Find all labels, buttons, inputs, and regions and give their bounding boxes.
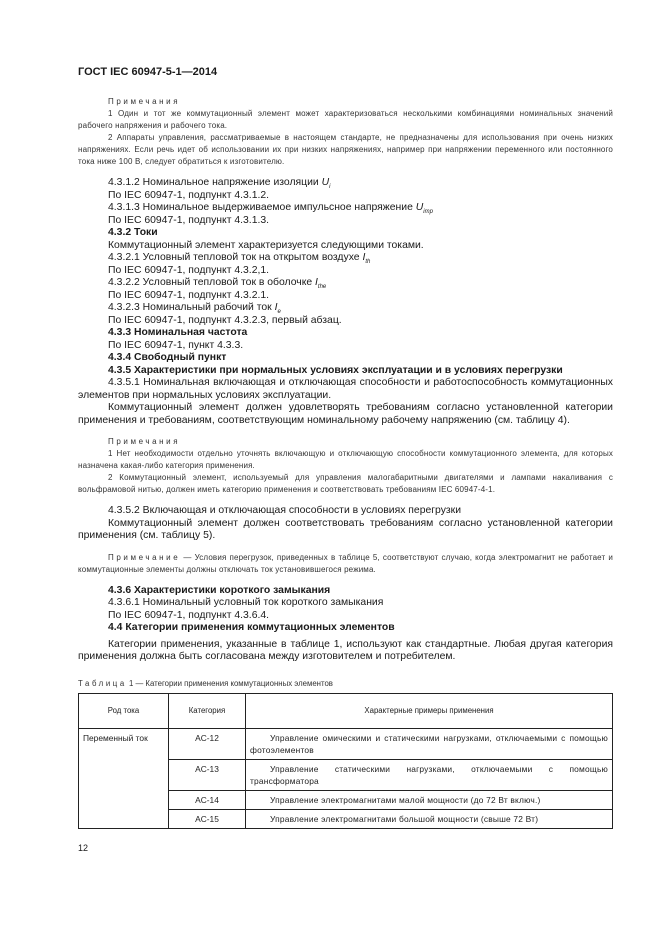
section-heading: 4.3.4 Свободный пункт xyxy=(108,352,227,363)
description-cell: Управление электромагнитами большой мощности (свыше 72 Вт) xyxy=(246,809,613,828)
reference-line: По IEC 60947-1, подпункт 4.3.2,1. xyxy=(108,264,270,276)
column-header: Род тока xyxy=(79,693,169,728)
section-heading: 4.3.3 Номинальная частота xyxy=(108,327,248,338)
table-caption xyxy=(78,678,613,689)
note-label: Примечание xyxy=(108,552,181,562)
reference-line: По IEC 60947-1, подпункт 4.3.2.1. xyxy=(108,289,270,301)
note-item: 2 Аппараты управления, рассматриваемые в настоящем стандарте, не предназначены для использования при очень низких напряжениях. Если речь идет об использовании их при низких напряжениях, например при напряжении переменного или постоянного тока ниже 100 В, следует обратиться к изготовителю. xyxy=(78,133,613,166)
table-row xyxy=(79,728,613,759)
current-type-cell: Переменный ток xyxy=(79,728,169,828)
symbol: U xyxy=(415,202,424,213)
description-cell: Управление электромагнитами малой мощности (до 72 Вт включ.) xyxy=(246,790,613,809)
symbol-subscript: e xyxy=(277,309,281,316)
symbol-subscript: imp xyxy=(423,209,433,216)
section-heading: 4.4 Категории применения коммутационных элементов xyxy=(108,622,395,633)
category-cell: AC-13 xyxy=(169,759,246,790)
clause-heading: 4.3.1.3 Номинальное выдерживаемое импульсное напряжение xyxy=(108,202,416,213)
reference-line: По IEC 60947-1, подпункт 4.3.2.3, первый абзац. xyxy=(108,314,342,326)
body-paragraph: 4.3.5.1 Номинальная включающая и отключающая способности и работоспособность коммутационных элементов при нормальных условиях эксплуатации. xyxy=(78,377,613,401)
section-heading: 4.3.5 Характеристики при нормальных условиях эксплуатации и в условиях перегрузки xyxy=(108,364,563,376)
column-header: Характерные примеры применения xyxy=(246,693,613,728)
body-line: Коммутационный элемент характеризуется следующими токами. xyxy=(108,239,424,251)
section-heading: 4.3.2 Токи xyxy=(108,227,158,238)
clause-heading: 4.3.2.1 Условный тепловой ток на открытом воздухе xyxy=(108,252,363,263)
document-header: ГОСТ IEC 60947-5-1—2014 xyxy=(78,66,218,78)
notes-block-2 xyxy=(78,436,613,496)
category-cell: AC-14 xyxy=(169,790,246,809)
page-number: 12 xyxy=(78,842,89,853)
section-4-3-6 xyxy=(78,585,613,635)
notes-title: Примечания xyxy=(108,97,181,106)
reference-line: По IEC 60947-1, подпункт 4.3.1.3. xyxy=(108,214,270,226)
reference-line: По IEC 60947-1, пункт 4.3.3. xyxy=(108,339,244,351)
symbol-subscript: i xyxy=(329,184,331,191)
symbol-subscript: the xyxy=(317,284,327,291)
clause-heading: 4.3.6.1 Номинальный условный ток короткого замыкания xyxy=(108,597,384,608)
caption-label: Таблица xyxy=(78,678,127,688)
clause-heading: 4.3.5.2 Включающая и отключающая способности в условиях перегрузки xyxy=(108,505,462,516)
section-4-3-5-2 xyxy=(78,505,613,543)
categories-table xyxy=(78,693,613,829)
section-4-3-1 xyxy=(78,177,613,377)
column-header: Категория xyxy=(169,693,246,728)
notes-block-1 xyxy=(78,96,613,168)
body-paragraph: Коммутационный элемент должен соответствовать требованиям согласно установленной категории применения (см. таблицу 5). xyxy=(78,517,613,541)
clause-heading: 4.3.2.3 Номинальный рабочий ток xyxy=(108,302,275,313)
symbol: I xyxy=(362,252,366,263)
body-paragraph: Коммутационный элемент должен удовлетворять требованиям согласно установленной категории применения и требованиям, соответствующим номинальному рабочему напряжению (см. таблицу 4). xyxy=(78,402,613,426)
note-item: 1 Нет необходимости отдельно уточнять включающую и отключающую способности коммутационного элемента, для которых назначена какая-либо категория применения. xyxy=(78,449,613,470)
section-4-3-5-1 xyxy=(78,377,613,427)
symbol-subscript: th xyxy=(365,259,371,266)
note-text: — Условия перегрузок, приведенных в таблице 5, соответствуют случаю, когда электромагнит не работает и коммутационные элементы должны отключать ток установившегося режима. xyxy=(78,552,613,574)
symbol: I xyxy=(274,302,278,313)
category-cell: AC-15 xyxy=(169,809,246,828)
notes-title: Примечания xyxy=(108,437,181,446)
document-page xyxy=(78,0,613,874)
caption-text: 1 — Категории применения коммутационных элементов xyxy=(126,678,333,688)
table-header-row xyxy=(79,693,613,728)
note-item: 2 Коммутационный элемент, используемый для управления малогабаритными двигателями и лампами накаливания с вольфрамовой нитью, должен иметь категорию применения и соответствовать требованиям IEC 60947-4-1. xyxy=(78,473,613,494)
symbol: I xyxy=(315,277,318,288)
description-cell: Управление статическими нагрузками, отключаемыми с помощью трансформатора xyxy=(246,759,613,790)
section-4-4-body xyxy=(78,639,613,664)
category-cell: AC-12 xyxy=(169,728,246,759)
body-paragraph: Категории применения, указанные в таблице 1, используют как стандартные. Любая другая категория применения должна быть согласована между изготовителем и потребителем. xyxy=(78,638,613,662)
note-item: 1 Один и тот же коммутационный элемент может характеризоваться несколькими комбинациями номинальных значений рабочего напряжения и рабочего тока. xyxy=(78,109,613,130)
symbol: U xyxy=(321,177,330,188)
reference-line: По IEC 60947-1, подпункт 4.3.1.2. xyxy=(108,189,270,201)
clause-heading: 4.3.1.2 Номинальное напряжение изоляции xyxy=(108,177,322,188)
reference-line: По IEC 60947-1, подпункт 4.3.6.4. xyxy=(108,609,270,621)
note-block-3 xyxy=(78,552,613,576)
section-heading: 4.3.6 Характеристики короткого замыкания xyxy=(108,584,331,596)
description-cell: Управление омическими и статическими нагрузками, отключаемыми с помощью фотоэлементов xyxy=(246,728,613,759)
clause-heading: 4.3.2.2 Условный тепловой ток в оболочке xyxy=(108,277,316,288)
